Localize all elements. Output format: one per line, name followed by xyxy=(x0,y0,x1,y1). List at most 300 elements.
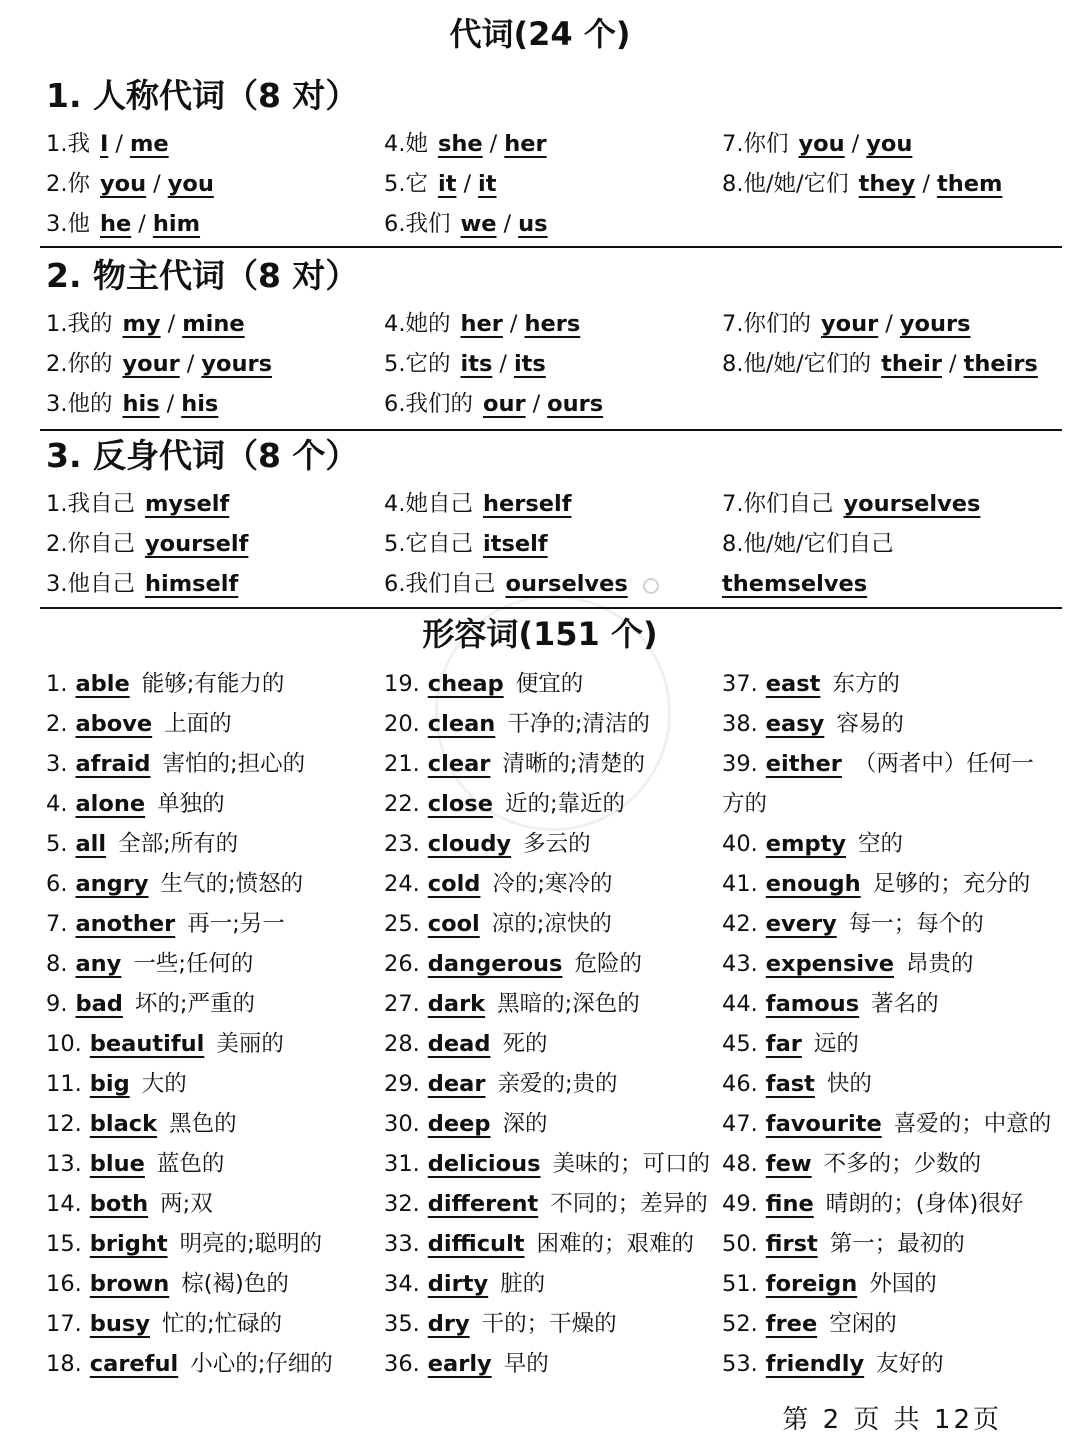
pronoun-entry xyxy=(46,124,384,164)
english-word: either xyxy=(765,751,842,777)
entry-number: 5. xyxy=(384,531,406,557)
english-word: first xyxy=(765,1231,818,1257)
page-number: 第 2 页 共 12页 xyxy=(782,1405,1002,1435)
english-word: cold xyxy=(427,871,481,897)
chinese-meaning: 两;双 xyxy=(160,1191,213,1217)
entry-number: 6. xyxy=(46,871,68,897)
english-word: herself xyxy=(482,491,572,517)
english-word: yours xyxy=(201,351,272,377)
chinese-meaning: 我们 xyxy=(405,211,451,237)
adjective-entry xyxy=(722,824,1066,864)
english-word: friendly xyxy=(765,1351,865,1377)
english-word: able xyxy=(75,671,130,697)
adjective-entry xyxy=(722,904,1066,944)
english-word: deep xyxy=(427,1111,491,1137)
chinese-meaning: 你自己 xyxy=(67,531,135,557)
adjective-entry xyxy=(722,984,1066,1024)
entry-number: 45. xyxy=(722,1031,758,1057)
pronoun-entry xyxy=(722,524,1066,564)
english-word: close xyxy=(427,791,493,817)
chinese-meaning: 大的 xyxy=(141,1071,187,1097)
adjective-entry xyxy=(722,864,1066,904)
entry-number: 2. xyxy=(46,531,68,557)
adjective-entry xyxy=(384,1144,722,1184)
english-word: alone xyxy=(75,791,146,817)
entry-number: 11. xyxy=(46,1071,82,1097)
adjective-entry xyxy=(722,1344,1066,1384)
adjective-entry xyxy=(46,1104,384,1144)
english-word: itself xyxy=(482,531,548,557)
english-word: big xyxy=(89,1071,130,1097)
chinese-meaning: 每一；每个的 xyxy=(848,911,984,937)
chinese-meaning: 蓝色的 xyxy=(156,1151,225,1177)
chinese-meaning: 清晰的;清楚的 xyxy=(502,751,645,777)
english-word: east xyxy=(765,671,821,697)
entry-number: 16. xyxy=(46,1271,82,1297)
pronoun-entry xyxy=(46,524,384,564)
adjective-entry xyxy=(46,1304,384,1344)
slash-separator: / xyxy=(851,131,860,157)
entry-number: 34. xyxy=(384,1271,420,1297)
entry-number: 4. xyxy=(46,791,68,817)
english-word: fast xyxy=(765,1071,815,1097)
adjective-entry xyxy=(384,704,722,744)
adjective-entry xyxy=(722,1264,1066,1304)
chinese-meaning: 我们自己 xyxy=(405,571,496,597)
chinese-meaning: 足够的；充分的 xyxy=(872,871,1031,897)
chinese-meaning: 你们的 xyxy=(743,311,811,337)
english-word: fine xyxy=(765,1191,814,1217)
chinese-meaning: 明亮的;聪明的 xyxy=(179,1231,323,1257)
entry-number: 53. xyxy=(722,1351,758,1377)
pronoun-entry xyxy=(722,164,1066,204)
slash-separator: / xyxy=(463,171,472,197)
chinese-meaning: 晴朗的；(身体)很好 xyxy=(825,1191,1024,1217)
english-word: our xyxy=(482,391,526,417)
entry-number: 33. xyxy=(384,1231,420,1257)
slash-separator: / xyxy=(499,351,507,377)
entry-number: 1. xyxy=(46,671,68,697)
entry-number: 20. xyxy=(384,711,420,737)
section-divider xyxy=(40,246,1062,248)
english-word: careful xyxy=(89,1351,179,1377)
entry-number: 14. xyxy=(46,1191,82,1217)
chinese-meaning: 昂贵的 xyxy=(906,951,974,977)
entry-number: 12. xyxy=(46,1111,82,1137)
chinese-meaning: 她自己 xyxy=(405,491,473,517)
slash-separator: / xyxy=(138,211,146,237)
chinese-meaning: 忙的;忙碌的 xyxy=(161,1311,283,1337)
chinese-meaning: 我 xyxy=(67,131,90,157)
entry-number: 41. xyxy=(722,871,758,897)
chinese-meaning: 我自己 xyxy=(67,491,135,517)
entry-number: 3. xyxy=(46,571,68,597)
english-word: every xyxy=(765,911,837,937)
adjective-entry xyxy=(722,664,1066,704)
english-word: us xyxy=(518,211,548,237)
pronoun-entry xyxy=(722,304,1066,344)
english-word: their xyxy=(881,351,942,377)
chinese-meaning: 远的 xyxy=(813,1031,859,1057)
entry-number: 9. xyxy=(46,991,68,1017)
english-word: cool xyxy=(427,911,480,937)
english-word: favourite xyxy=(765,1111,882,1137)
chinese-meaning: 死的 xyxy=(502,1031,548,1057)
entry-number: 23. xyxy=(384,831,420,857)
english-word: you xyxy=(866,131,913,157)
entry-number: 36. xyxy=(384,1351,420,1377)
chinese-meaning: 第一；最初的 xyxy=(829,1231,965,1257)
entry-number: 6. xyxy=(384,391,406,417)
slash-separator: / xyxy=(948,351,957,377)
entry-number: 46. xyxy=(722,1071,758,1097)
english-word: brown xyxy=(89,1271,170,1297)
adjective-entry xyxy=(46,984,384,1024)
chinese-meaning: 东方的 xyxy=(832,671,900,697)
adjective-entry xyxy=(384,944,722,984)
chinese-meaning: 危险的 xyxy=(574,951,642,977)
entry-number: 8. xyxy=(46,951,68,977)
chinese-meaning: 快的 xyxy=(826,1071,872,1097)
english-word: easy xyxy=(765,711,825,737)
chinese-meaning: 喜爱的；中意的 xyxy=(893,1111,1052,1137)
adjective-entry xyxy=(384,1024,722,1064)
chinese-meaning: 单独的 xyxy=(157,791,225,817)
chinese-meaning: 全部;所有的 xyxy=(118,831,239,857)
adjective-entry xyxy=(46,784,384,824)
entry-number: 3. xyxy=(46,751,68,777)
chinese-meaning: 脏的 xyxy=(500,1271,546,1297)
pronoun-entry xyxy=(722,564,1066,604)
entry-number: 1. xyxy=(46,311,68,337)
english-word: dry xyxy=(427,1311,470,1337)
entry-number: 49. xyxy=(722,1191,758,1217)
english-word: I xyxy=(99,131,109,157)
section-divider xyxy=(40,429,1062,431)
english-word: dirty xyxy=(427,1271,489,1297)
chinese-meaning: 再一;另一 xyxy=(187,911,285,937)
entry-number: 19. xyxy=(384,671,420,697)
entry-number: 7. xyxy=(722,311,744,337)
english-word: hers xyxy=(524,311,581,337)
english-word: dead xyxy=(427,1031,491,1057)
entry-number: 51. xyxy=(722,1271,758,1297)
adjective-entry xyxy=(46,864,384,904)
english-word: himself xyxy=(144,571,239,597)
pronoun-entry xyxy=(384,124,722,164)
adjectives-grid xyxy=(46,664,1066,1384)
chinese-meaning: 干的；干燥的 xyxy=(481,1311,617,1337)
english-word: themselves xyxy=(722,571,868,597)
adjective-entry xyxy=(384,1104,722,1144)
entry-number: 25. xyxy=(384,911,420,937)
entry-number: 40. xyxy=(722,831,758,857)
adjective-entry xyxy=(384,1304,722,1344)
english-word: angry xyxy=(75,871,149,897)
chinese-meaning: 他的 xyxy=(67,391,113,417)
english-word: them xyxy=(936,171,1003,197)
reflexive-pronouns-heading: 3. 反身代词（8 个） xyxy=(46,436,359,475)
chinese-meaning: 美味的；可口的 xyxy=(552,1151,711,1177)
english-word: foreign xyxy=(765,1271,858,1297)
english-word: few xyxy=(765,1151,812,1177)
adjective-entry xyxy=(722,704,1066,744)
chinese-meaning: 你们自己 xyxy=(743,491,834,517)
chinese-meaning: 方的 xyxy=(722,791,768,817)
pronoun-entry xyxy=(722,124,1066,164)
english-word: cheap xyxy=(427,671,504,697)
english-word: black xyxy=(89,1111,158,1137)
english-word: busy xyxy=(89,1311,150,1337)
english-word: me xyxy=(129,131,169,157)
pronoun-entry xyxy=(46,304,384,344)
english-word: him xyxy=(152,211,201,237)
entry-number: 43. xyxy=(722,951,758,977)
adjective-entry xyxy=(722,1224,1066,1264)
entry-number: 4. xyxy=(384,491,406,517)
chinese-meaning: 一些;任何的 xyxy=(133,951,254,977)
entry-number: 3. xyxy=(46,391,68,417)
entry-number: 2. xyxy=(46,351,68,377)
chinese-meaning: 深的 xyxy=(502,1111,548,1137)
adjective-entry xyxy=(46,744,384,784)
adjective-entry xyxy=(384,1264,722,1304)
chinese-meaning: 近的;靠近的 xyxy=(504,791,626,817)
english-word: empty xyxy=(765,831,847,857)
chinese-meaning: 干净的;清洁的 xyxy=(507,711,650,737)
entry-number: 27. xyxy=(384,991,420,1017)
entry-number: 1. xyxy=(46,491,68,517)
chinese-meaning: 不多的；少数的 xyxy=(823,1151,982,1177)
entry-number: 32. xyxy=(384,1191,420,1217)
adjective-entry xyxy=(46,1064,384,1104)
chinese-meaning: 你们 xyxy=(743,131,789,157)
entry-number: 22. xyxy=(384,791,420,817)
pronouns-title: 代词(24 个) xyxy=(449,15,631,53)
chinese-meaning: 外国的 xyxy=(869,1271,937,1297)
possessive-pronouns-heading: 2. 物主代词（8 对） xyxy=(46,256,359,295)
possessive-pronouns-grid xyxy=(46,304,1066,424)
chinese-meaning: （两者中）任何一 xyxy=(853,751,1034,777)
chinese-meaning: 他 xyxy=(67,211,90,237)
entry-number: 52. xyxy=(722,1311,758,1337)
chinese-meaning: 我们的 xyxy=(405,391,473,417)
english-word: bright xyxy=(89,1231,168,1257)
slash-separator: / xyxy=(166,391,175,417)
entry-number: 3. xyxy=(46,211,68,237)
entry-number: 47. xyxy=(722,1111,758,1137)
chinese-meaning: 她的 xyxy=(405,311,451,337)
entry-number: 18. xyxy=(46,1351,82,1377)
entry-number: 10. xyxy=(46,1031,82,1057)
adjectives-title: 形容词(151 个) xyxy=(422,615,658,653)
adjective-entry xyxy=(46,904,384,944)
english-word: myself xyxy=(144,491,230,517)
chinese-meaning: 生气的;愤怒的 xyxy=(160,871,304,897)
adjective-entry xyxy=(46,1024,384,1064)
chinese-meaning: 凉的;凉快的 xyxy=(491,911,612,937)
chinese-meaning: 美丽的 xyxy=(216,1031,284,1057)
english-word: yourselves xyxy=(843,491,981,517)
chinese-meaning: 它的 xyxy=(405,351,451,377)
adjective-entry xyxy=(46,944,384,984)
adjective-entry xyxy=(46,1344,384,1384)
slash-separator: / xyxy=(489,131,498,157)
pronoun-entry xyxy=(384,484,722,524)
entry-number: 44. xyxy=(722,991,758,1017)
entry-number: 50. xyxy=(722,1231,758,1257)
pronoun-entry xyxy=(384,564,722,604)
entry-number: 4. xyxy=(384,311,406,337)
english-word: you xyxy=(99,171,147,197)
english-word: my xyxy=(122,311,161,337)
entry-number: 24. xyxy=(384,871,420,897)
chinese-meaning: 害怕的;担心的 xyxy=(162,751,306,777)
chinese-meaning: 坏的;严重的 xyxy=(134,991,255,1017)
english-word: famous xyxy=(765,991,860,1017)
english-word: all xyxy=(75,831,107,857)
english-word: free xyxy=(765,1311,818,1337)
chinese-meaning: 著名的 xyxy=(871,991,939,1017)
slash-separator: / xyxy=(922,171,930,197)
english-word: ours xyxy=(547,391,604,417)
entry-number: 39. xyxy=(722,751,758,777)
chinese-meaning: 黑暗的;深色的 xyxy=(497,991,640,1017)
chinese-meaning: 亲爱的;贵的 xyxy=(497,1071,618,1097)
adjective-entry xyxy=(384,784,722,824)
entry-number: 35. xyxy=(384,1311,420,1337)
chinese-meaning: 黑色的 xyxy=(169,1111,237,1137)
english-word: dark xyxy=(427,991,486,1017)
adjective-entry xyxy=(384,864,722,904)
adjective-entry xyxy=(46,1224,384,1264)
chinese-meaning: 容易的 xyxy=(836,711,904,737)
english-word: delicious xyxy=(427,1151,541,1177)
adjective-entry xyxy=(384,984,722,1024)
english-word: his xyxy=(122,391,160,417)
english-word: cloudy xyxy=(427,831,512,857)
adjective-entry xyxy=(46,1184,384,1224)
adjective-entry xyxy=(722,744,1066,784)
english-word: yourself xyxy=(144,531,249,557)
entry-number: 6. xyxy=(384,211,406,237)
slash-separator: / xyxy=(186,351,195,377)
english-word: yours xyxy=(899,311,971,337)
english-word: far xyxy=(765,1031,802,1057)
adjective-entry xyxy=(384,904,722,944)
english-word: early xyxy=(427,1351,492,1377)
pronoun-entry xyxy=(384,344,722,384)
english-word: your xyxy=(122,351,180,377)
entry-number: 42. xyxy=(722,911,758,937)
english-word: she xyxy=(437,131,483,157)
english-word: clean xyxy=(427,711,496,737)
adjective-entry xyxy=(46,1144,384,1184)
english-word: her xyxy=(460,311,503,337)
entry-number: 5. xyxy=(384,171,406,197)
slash-separator: / xyxy=(885,311,893,337)
chinese-meaning: 便宜的 xyxy=(515,671,584,697)
pronoun-entry xyxy=(384,524,722,564)
entry-number: 7. xyxy=(722,131,744,157)
english-word: any xyxy=(75,951,122,977)
english-word: afraid xyxy=(75,751,151,777)
chinese-meaning: 空的 xyxy=(858,831,904,857)
english-word: his xyxy=(181,391,219,417)
english-word: clear xyxy=(427,751,491,777)
entry-number: 26. xyxy=(384,951,420,977)
adjective-entry xyxy=(722,1104,1066,1144)
english-word: blue xyxy=(89,1151,145,1177)
personal-pronouns-heading: 1. 人称代词（8 对） xyxy=(46,76,359,115)
pronoun-entry xyxy=(384,304,722,344)
chinese-meaning: 她 xyxy=(405,131,428,157)
pronoun-entry xyxy=(46,164,384,204)
slash-separator: / xyxy=(503,211,512,237)
pronoun-entry xyxy=(722,344,1066,384)
adjective-entry xyxy=(384,744,722,784)
entry-number: 6. xyxy=(384,571,406,597)
entry-number: 4. xyxy=(384,131,406,157)
entry-number: 7. xyxy=(722,491,744,517)
adjective-entry xyxy=(46,824,384,864)
chinese-meaning: 棕(褐)色的 xyxy=(181,1271,289,1297)
slash-separator: / xyxy=(153,171,161,197)
adjective-entry xyxy=(384,1224,722,1264)
entry-number: 30. xyxy=(384,1111,420,1137)
adjective-entry xyxy=(384,1344,722,1384)
slash-separator: / xyxy=(532,391,541,417)
english-word: theirs xyxy=(963,351,1038,377)
entry-number: 28. xyxy=(384,1031,420,1057)
english-word: dear xyxy=(427,1071,486,1097)
entry-number: 8. xyxy=(722,171,744,197)
pronoun-entry xyxy=(384,384,722,424)
chinese-meaning: 早的 xyxy=(503,1351,549,1377)
english-word: you xyxy=(167,171,214,197)
english-word: beautiful xyxy=(89,1031,205,1057)
english-word: mine xyxy=(182,311,245,337)
pronoun-entry xyxy=(722,484,1066,524)
chinese-meaning: 友好的 xyxy=(876,1351,944,1377)
english-word: its xyxy=(460,351,493,377)
entry-number: 37. xyxy=(722,671,758,697)
entry-number: 8. xyxy=(722,351,744,377)
english-word: expensive xyxy=(765,951,894,977)
english-word: its xyxy=(513,351,546,377)
slash-separator: / xyxy=(509,311,518,337)
entry-number: 5. xyxy=(46,831,68,857)
adjective-entry xyxy=(384,824,722,864)
english-word: they xyxy=(858,171,916,197)
chinese-meaning: 冷的;寒冷的 xyxy=(492,871,613,897)
english-word: different xyxy=(427,1191,539,1217)
slash-separator: / xyxy=(167,311,176,337)
english-word: ourselves xyxy=(505,571,628,597)
chinese-meaning: 你的 xyxy=(67,351,113,377)
english-word: difficult xyxy=(427,1231,525,1257)
pronoun-entry xyxy=(384,204,722,244)
chinese-meaning: 空闲的 xyxy=(829,1311,897,1337)
adjective-entry xyxy=(384,1064,722,1104)
adjective-entry xyxy=(384,664,722,704)
english-word: her xyxy=(504,131,547,157)
chinese-meaning: 他自己 xyxy=(67,571,135,597)
adjective-entry xyxy=(46,1264,384,1304)
entry-number: 38. xyxy=(722,711,758,737)
english-word: your xyxy=(820,311,879,337)
entry-number: 15. xyxy=(46,1231,82,1257)
